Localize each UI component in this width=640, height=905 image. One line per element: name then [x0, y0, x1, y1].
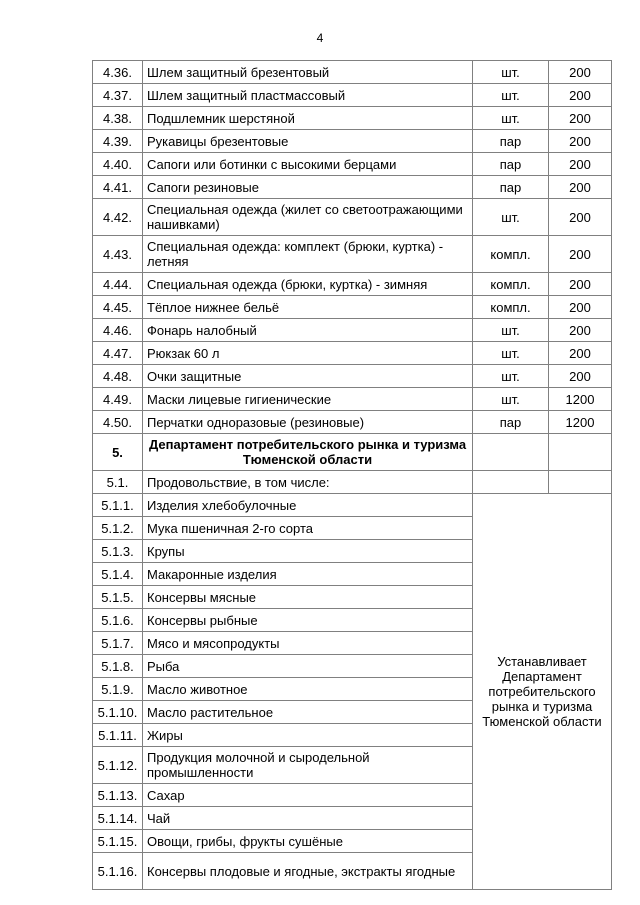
item-name: Масло животное: [143, 678, 473, 701]
page-number: 4: [316, 31, 324, 45]
item-quantity: 200: [549, 107, 612, 130]
item-name: Консервы рыбные: [143, 609, 473, 632]
item-unit: компл.: [473, 236, 549, 273]
empty-cell: [473, 434, 549, 471]
item-name: Подшлемник шерстяной: [143, 107, 473, 130]
item-name: Специальная одежда: комплект (брюки, куртка) - летняя: [143, 236, 473, 273]
item-name: Изделия хлебобулочные: [143, 494, 473, 517]
item-unit: шт.: [473, 365, 549, 388]
item-number: 5.1.9.: [93, 678, 143, 701]
empty-cell: [549, 471, 612, 494]
table-row: [93, 296, 612, 319]
item-name: Сапоги или ботинки с высокими берцами: [143, 153, 473, 176]
item-number: 5.1.1.: [93, 494, 143, 517]
item-quantity: 200: [549, 130, 612, 153]
item-unit: компл.: [473, 273, 549, 296]
item-name: Маски лицевые гигиенические: [143, 388, 473, 411]
item-name: Фонарь налобный: [143, 319, 473, 342]
item-number: 4.49.: [93, 388, 143, 411]
item-quantity: 200: [549, 176, 612, 199]
item-unit: пар: [473, 411, 549, 434]
item-name: Сахар: [143, 784, 473, 807]
table-row: [93, 342, 612, 365]
item-quantity: 1200: [549, 388, 612, 411]
item-unit: шт.: [473, 388, 549, 411]
empty-cell: [473, 471, 549, 494]
table-row: [93, 494, 612, 517]
item-name: Шлем защитный брезентовый: [143, 61, 473, 84]
table-row: [93, 176, 612, 199]
item-name: Очки защитные: [143, 365, 473, 388]
item-name: Мясо и мясопродукты: [143, 632, 473, 655]
item-number: 4.47.: [93, 342, 143, 365]
item-name: Мука пшеничная 2-го сорта: [143, 517, 473, 540]
table-row: [93, 199, 612, 236]
table-row: [93, 61, 612, 84]
item-number: 5.1.11.: [93, 724, 143, 747]
empty-cell: [549, 434, 612, 471]
item-number: 5.1.14.: [93, 807, 143, 830]
item-name: Крупы: [143, 540, 473, 563]
item-number: 5.1.5.: [93, 586, 143, 609]
item-number: 5.1.3.: [93, 540, 143, 563]
item-unit: шт.: [473, 342, 549, 365]
item-quantity: 200: [549, 84, 612, 107]
item-name: Перчатки одноразовые (резиновые): [143, 411, 473, 434]
supplies-table: [92, 60, 612, 890]
item-name: Консервы плодовые и ягодные, экстракты ягодные: [143, 853, 473, 890]
item-quantity: 1200: [549, 411, 612, 434]
item-unit: шт.: [473, 107, 549, 130]
item-number: 4.36.: [93, 61, 143, 84]
item-name: Овощи, грибы, фрукты сушёные: [143, 830, 473, 853]
item-quantity: 200: [549, 342, 612, 365]
table-row: [93, 153, 612, 176]
item-number: 5.1.12.: [93, 747, 143, 784]
item-name: Жиры: [143, 724, 473, 747]
subsection-number: 5.1.: [93, 471, 143, 494]
item-name: Рукавицы брезентовые: [143, 130, 473, 153]
item-name: Сапоги резиновые: [143, 176, 473, 199]
item-name: Шлем защитный пластмассовый: [143, 84, 473, 107]
responsible-note: Устанавливает Департамент потребительского рынка и туризма Тюменской области: [473, 494, 612, 890]
item-quantity: 200: [549, 199, 612, 236]
table-row: [93, 130, 612, 153]
item-number: 5.1.8.: [93, 655, 143, 678]
item-number: 5.1.6.: [93, 609, 143, 632]
item-number: 4.46.: [93, 319, 143, 342]
item-quantity: 200: [549, 296, 612, 319]
item-number: 4.38.: [93, 107, 143, 130]
table-row: [93, 84, 612, 107]
item-unit: шт.: [473, 319, 549, 342]
table-row: [93, 365, 612, 388]
item-unit: компл.: [473, 296, 549, 319]
item-name: Чай: [143, 807, 473, 830]
item-number: 4.43.: [93, 236, 143, 273]
item-number: 5.1.4.: [93, 563, 143, 586]
item-number: 5.1.16.: [93, 853, 143, 890]
item-number: 4.40.: [93, 153, 143, 176]
table-row: [93, 388, 612, 411]
item-quantity: 200: [549, 319, 612, 342]
item-quantity: 200: [549, 61, 612, 84]
section-row: [93, 434, 612, 471]
item-unit: пар: [473, 130, 549, 153]
subsection-row: [93, 471, 612, 494]
section-title: Департамент потребительского рынка и туризма Тюменской области: [143, 434, 473, 471]
table-row: [93, 319, 612, 342]
item-name: Консервы мясные: [143, 586, 473, 609]
item-quantity: 200: [549, 273, 612, 296]
item-quantity: 200: [549, 153, 612, 176]
table-row: [93, 236, 612, 273]
item-number: 5.1.7.: [93, 632, 143, 655]
item-name: Тёплое нижнее бельё: [143, 296, 473, 319]
item-number: 5.1.10.: [93, 701, 143, 724]
item-number: 4.45.: [93, 296, 143, 319]
section-number: 5.: [93, 434, 143, 471]
item-unit: шт.: [473, 199, 549, 236]
item-number: 5.1.2.: [93, 517, 143, 540]
item-name: Макаронные изделия: [143, 563, 473, 586]
table-row: [93, 273, 612, 296]
item-number: 4.50.: [93, 411, 143, 434]
item-unit: пар: [473, 176, 549, 199]
item-quantity: 200: [549, 365, 612, 388]
item-number: 5.1.15.: [93, 830, 143, 853]
item-number: 4.42.: [93, 199, 143, 236]
table-row: [93, 107, 612, 130]
item-name: Специальная одежда (жилет со светоотражающими нашивками): [143, 199, 473, 236]
item-quantity: 200: [549, 236, 612, 273]
item-name: Масло растительное: [143, 701, 473, 724]
item-name: Продукция молочной и сыродельной промышленности: [143, 747, 473, 784]
item-number: 4.37.: [93, 84, 143, 107]
item-number: 4.48.: [93, 365, 143, 388]
item-number: 5.1.13.: [93, 784, 143, 807]
item-unit: пар: [473, 153, 549, 176]
item-number: 4.44.: [93, 273, 143, 296]
table-row: [93, 411, 612, 434]
item-unit: шт.: [473, 61, 549, 84]
item-name: Специальная одежда (брюки, куртка) - зимняя: [143, 273, 473, 296]
item-number: 4.39.: [93, 130, 143, 153]
item-number: 4.41.: [93, 176, 143, 199]
item-name: Рыба: [143, 655, 473, 678]
item-unit: шт.: [473, 84, 549, 107]
item-name: Рюкзак 60 л: [143, 342, 473, 365]
subsection-title: Продовольствие, в том числе:: [143, 471, 473, 494]
